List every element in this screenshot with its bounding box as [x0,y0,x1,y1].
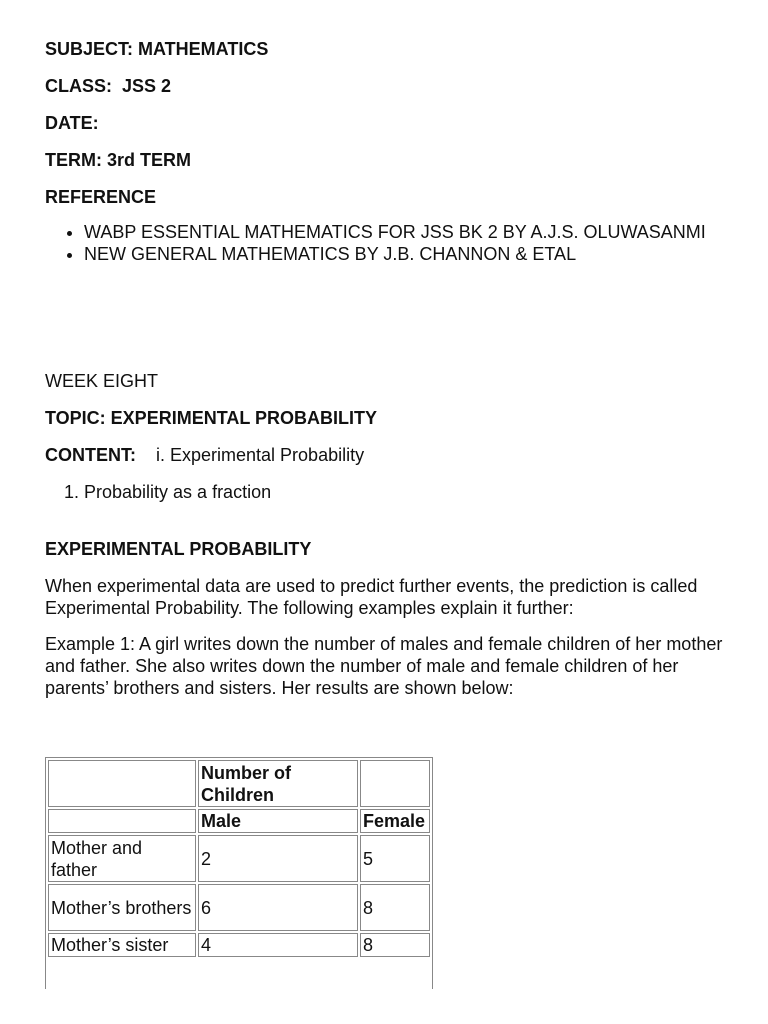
content-points [45,481,735,503]
date-line: DATE: [45,113,99,133]
document-page [45,38,735,713]
children-table-frame [45,757,433,989]
week-line: WEEK EIGHT [45,371,159,391]
table-subheader-row [48,809,430,833]
intro-paragraph: When experimental data are used to predict further events, the prediction is called Experimental Probability. The following examples explain it further: [45,576,698,618]
section-heading: EXPERIMENTAL PROBABILITY [45,539,312,559]
row-label: Mother’s brothers [48,884,196,931]
male-count: 4 [198,933,358,957]
number-of-children-header: Number of Children [198,760,358,807]
male-column-header: Male [198,809,358,833]
example-paragraph: Example 1: A girl writes down the number of males and female children of her mother and father. She also writes down the number of male and female children of her parents’ brothers and sisters. Her results are shown below: [45,634,723,698]
content-point: 1. Probability as a fraction [84,481,735,503]
male-count: 2 [198,835,358,882]
female-count: 8 [360,884,430,931]
table-corner-cell [48,760,196,807]
reference-heading: REFERENCE [45,187,157,207]
table-row [48,884,430,931]
content-label: CONTENT: [45,445,136,465]
content-value: i. Experimental Probability [156,445,365,465]
row-label: Mother’s sister [48,933,196,957]
subject-line: SUBJECT: MATHEMATICS [45,39,269,59]
row-label: Mother and father [48,835,196,882]
reference-item: • WABP ESSENTIAL MATHEMATICS FOR JSS BK 2 BY A.J.S. OLUWASANMI [84,221,735,243]
table-header-row [48,760,430,807]
table-row [48,933,430,957]
female-count: 8 [360,933,430,957]
table-empty-header-cell [360,760,430,807]
content-line [45,444,735,466]
children-table [46,758,432,959]
male-count: 6 [198,884,358,931]
female-column-header: Female [360,809,430,833]
reference-list [45,221,735,265]
topic-line: TOPIC: EXPERIMENTAL PROBABILITY [45,408,378,428]
table-row [48,835,430,882]
term-line: TERM: 3rd TERM [45,150,191,170]
class-line: CLASS: JSS 2 [45,76,172,96]
female-count: 5 [360,835,430,882]
reference-item: • NEW GENERAL MATHEMATICS BY J.B. CHANNON & ETAL [84,243,735,265]
table-empty-cell [48,809,196,833]
